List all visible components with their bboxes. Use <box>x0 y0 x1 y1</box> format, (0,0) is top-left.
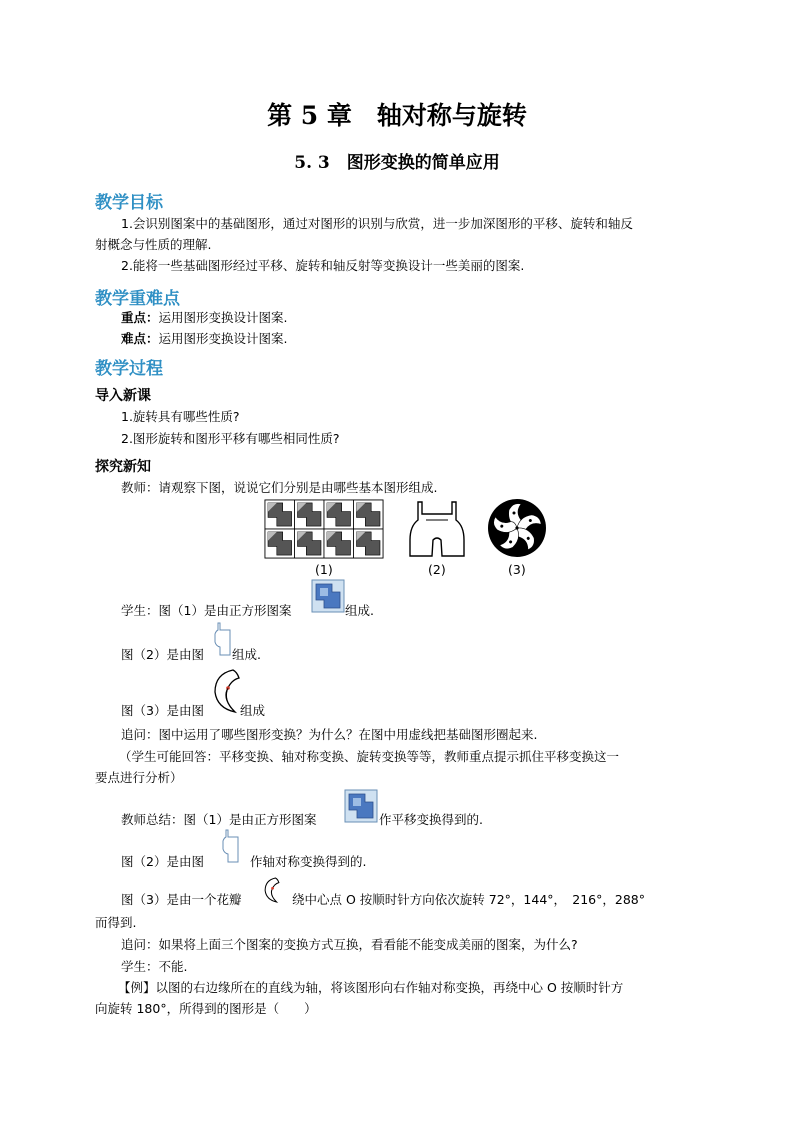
focus-line <box>121 308 288 326</box>
follow-up-1: 追问：图中运用了哪些图形变换？为什么？在图中用虚线把基础图形圈起来. <box>121 727 538 742</box>
fig-label-3: (3) <box>508 562 526 577</box>
petal-dot <box>529 519 532 522</box>
student-ans-2-pre: 图（2）是由图 <box>121 647 204 662</box>
summary-3-pre: 图（3）是由一个花瓣 <box>121 892 242 907</box>
square-tile-icon <box>312 580 344 612</box>
summary-2-pre: 图（2）是由图 <box>121 854 204 869</box>
summary-1-pre: 教师总结：图（1）是由正方形图案 <box>121 812 317 827</box>
summary-3-tail: 而得到. <box>95 915 137 930</box>
chapter-title: 第 5 章 轴对称与旋转 <box>267 101 527 130</box>
student-ans-1-pre: 学生：图（1）是由正方形图案 <box>121 603 292 618</box>
focus-text: 运用图形变换设计图案. <box>158 310 288 325</box>
student-ans-3-post: 组成 <box>240 703 266 718</box>
petal-dot <box>500 525 503 528</box>
difficulty-text: 运用图形变换设计图案. <box>158 331 288 346</box>
teacher-prompt: 教师：请观察下图，说说它们分别是由哪些基本图形组成. <box>121 480 438 495</box>
student-no: 学生：不能. <box>121 959 188 974</box>
goal-1-line-a: 1.会识别图案中的基础图形，通过对图形的识别与欣赏，进一步加深图形的平移、旋转和轴反 <box>121 216 633 231</box>
half-overalls-icon <box>214 622 232 656</box>
intro-heading: 导入新课 <box>95 388 151 404</box>
summary-1-post: 作平移变换得到的. <box>379 812 483 827</box>
goal-2: 2.能将一些基础图形经过平移、旋转和轴反射等变换设计一些美丽的图案. <box>121 258 525 273</box>
keypoints-heading: 教学重难点 <box>95 289 180 309</box>
focus-label: 重点： <box>121 310 159 325</box>
student-ans-3-pre: 图（3）是由图 <box>121 703 204 718</box>
figure-2-overalls <box>408 500 466 558</box>
fig-label-1: (1) <box>315 562 333 577</box>
figure-1-tiles <box>265 500 383 558</box>
intro-q1: 1.旋转具有哪些性质? <box>121 409 240 424</box>
fig-label-2: (2) <box>428 562 446 577</box>
square-tile-icon-2 <box>345 790 377 822</box>
goal-1-line-b: 射概念与性质的理解. <box>95 237 212 252</box>
answer-note-b: 要点进行分析） <box>95 770 183 785</box>
example-line-b: 向旋转 180°，所得到的图形是（ ） <box>95 1001 317 1016</box>
student-ans-1-post: 组成. <box>345 603 374 618</box>
example-line-a: 【例】以图的右边缘所在的直线为轴，将该图形向右作轴对称变换，再绕中心 O 按顺时针方 <box>118 980 624 995</box>
petal-icon <box>213 668 241 714</box>
difficulty-line <box>121 329 288 347</box>
summary-2-post: 作轴对称变换得到的. <box>250 854 367 869</box>
intro-q2: 2.图形旋转和图形平移有哪些相同性质? <box>121 431 340 446</box>
difficulty-label: 难点： <box>121 331 159 346</box>
answer-note-a: （学生可能回答：平移变换、轴对称变换、旋转变换等等，教师重点提示抓住平移变换这一 <box>119 749 620 764</box>
petal-dot <box>513 512 515 514</box>
goals-heading: 教学目标 <box>95 193 163 213</box>
student-ans-2-post: 组成. <box>232 647 261 662</box>
half-overalls-icon-2 <box>222 829 240 863</box>
figure-3-flower <box>487 498 547 558</box>
follow-up-2: 追问：如果将上面三个图案的变换方式互换，看看能不能变成美丽的图案，为什么? <box>121 937 578 952</box>
petal-icon-2 <box>264 876 280 904</box>
section-title: 5. 3 图形变换的简单应用 <box>294 153 500 173</box>
process-heading: 教学过程 <box>95 359 163 379</box>
explore-heading: 探究新知 <box>95 459 151 475</box>
summary-3-post: 绕中心点 O 按顺时针方向依次旋转 72°，144°， 216°，288° <box>292 892 645 907</box>
